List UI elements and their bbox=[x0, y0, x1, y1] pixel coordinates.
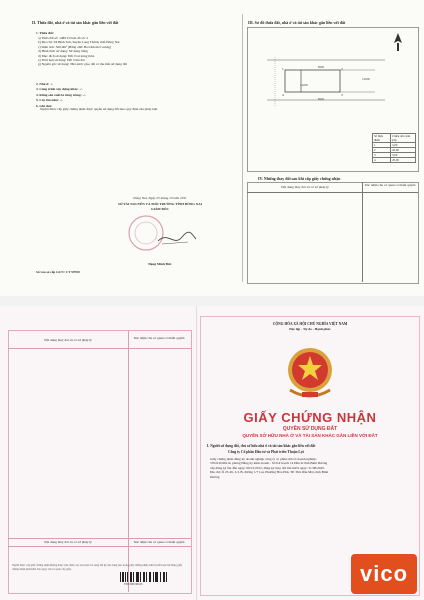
owner-heading: I. Người sử dụng đất, chủ sở hữu nhà ở và tài sản khác gắn liền với đất bbox=[207, 444, 316, 448]
signing-place-date: Đồng Nai, Ngày 25 tháng 10 năm 2011 bbox=[133, 196, 187, 200]
table-row: 2 20,00 bbox=[373, 148, 416, 153]
owner-name: Công ty Cổ phần Đầu tư và Phát triển Thuận Lợi bbox=[228, 450, 304, 454]
vicoo-logo bbox=[351, 554, 417, 594]
vicoo-logo-text: vico bbox=[359, 561, 409, 586]
certificate-back-page bbox=[0, 0, 424, 296]
barcode bbox=[120, 572, 168, 582]
table-header: Chiều dài cạnh (m) bbox=[391, 134, 416, 143]
table-row: 3 5,00 bbox=[373, 153, 416, 158]
owner-line: Giấy chứng nhận đăng ký doanh nghiệp công ty cổ phần; mã số doanh nghiệp: bbox=[210, 457, 317, 461]
table-row: 4 20,00 bbox=[373, 158, 416, 163]
issuer-org: SỞ TÀI NGUYÊN VÀ MÔI TRƯỜNG TỈNH ĐỒNG NAI bbox=[117, 202, 203, 206]
note-line: Người được cấp giấy chứng nhận được quyền sử dụng đất theo quy định của pháp luật. bbox=[40, 107, 159, 111]
land-line: c) Diện tích: 300,0m² (Bằng chữ: Ba trăm mét vuông) bbox=[38, 44, 112, 49]
land-line: b) Địa chỉ: Xã Bình Sơn, huyện Long Thành, tỉnh Đồng Nai bbox=[38, 40, 120, 45]
owner-details bbox=[210, 457, 328, 479]
republic-header: CỘNG HÒA XÃ HỘI CHỦ NGHĨA VIỆT NAM bbox=[272, 322, 348, 326]
owner-line: Địa chỉ: Ô 25-26, L.5-B, đường 1/7 Lại, Phường Hòa Phú, TP. Thủ Dầu Một, tỉnh Bình bbox=[210, 470, 329, 475]
issuer-role: GIÁM ĐỐC bbox=[151, 207, 169, 211]
land-details bbox=[38, 36, 127, 67]
table-row: 1 5,00 bbox=[373, 143, 416, 148]
changes-header-confirm: Xác nhận của cơ quan có thẩm quyền bbox=[364, 183, 416, 187]
other-items bbox=[36, 82, 86, 108]
owner-line: Dương bbox=[210, 474, 220, 479]
diagram-point: 2 bbox=[341, 67, 343, 71]
land-heading: 1. Thửa đất: bbox=[36, 31, 54, 35]
cert-number: Số vào sổ cấp GCN: CT 59700 bbox=[36, 270, 80, 274]
land-line: a) Thửa đất số: 1489 Tờ bản đồ số: 2 bbox=[38, 36, 88, 40]
land-line: e) Thời hạn sử dụng: Đất ở lâu dài bbox=[38, 58, 85, 63]
motto: Độc lập - Tự do - Hạnh phúc bbox=[289, 327, 331, 331]
diagram-point: 3 bbox=[341, 93, 343, 97]
owner-line: 3702210464 do phòng Đăng ký kinh doanh - Sở Kế hoạch và Đầu tư tỉnh Bình Dương bbox=[210, 461, 328, 466]
left-header-content: Nội dung thay đổi và cơ sở pháp lý bbox=[44, 338, 92, 342]
left-subheader-confirm: Xác nhận của cơ quan có thẩm quyền bbox=[133, 540, 185, 544]
changes-header-content: Nội dung thay đổi và cơ sở pháp lý bbox=[281, 185, 329, 189]
left-changes-frame bbox=[8, 330, 192, 594]
left-notes: Người được cấp giấy chứng nhận không được sửa chữa, tẩy xóa hoặc bổ sung bất kỳ nội dung nào trong giấy chứng nhận; khi bị mất hoặc hư hỏng giấy chứng nhận phải khai báo ngay với cơ quan cấp giấy. bbox=[12, 564, 183, 571]
land-plot-diagram bbox=[255, 52, 395, 112]
barcode-text: TNN 000 000123 bbox=[124, 583, 143, 586]
table-header: Số hiệu điểm bbox=[373, 134, 391, 143]
land-line: g) Nguồn gốc sử dụng: Nhà nước giao đất có thu tiền sử dụng đất bbox=[38, 62, 127, 67]
official-stamp-signature bbox=[118, 213, 198, 257]
diagram-label: 8.00 bbox=[318, 65, 324, 69]
diagram-label: 8,00 bbox=[318, 97, 324, 101]
national-emblem-icon bbox=[280, 342, 340, 404]
section-4-title: IV. Những thay đổi sau khi cấp giấy chứng nhận bbox=[258, 176, 341, 181]
diagram-point: 4 bbox=[282, 93, 284, 97]
land-line: đ) Mục đích sử dụng: Đất ở tại nông thôn bbox=[38, 53, 95, 58]
changes-table bbox=[247, 182, 419, 284]
signer-name: Đặng Minh Đức bbox=[148, 262, 172, 266]
owner-line: cấp đăng ký lần đầu ngày: 09/12/2012; đăng ký thay đổi lần thứ 9 ngày: 31/08/2020. bbox=[210, 465, 325, 470]
item-notes: 6. Ghi chú: bbox=[36, 103, 53, 108]
item-construction: 3. Công trình xây dựng khác: -/- bbox=[36, 87, 83, 92]
section-3-title: III. Sơ đồ thửa đất, nhà ở và tài sản khác gắn liền với đất bbox=[248, 20, 346, 25]
diagram-label: 10,00 bbox=[362, 77, 370, 81]
diagram-point: 1 bbox=[282, 67, 284, 71]
diagram-label: 10,00 bbox=[300, 83, 308, 87]
land-line: d) Hình thức sử dụng: Sử dụng riêng bbox=[38, 49, 88, 54]
item-house: 2. Nhà ở: -/- bbox=[36, 82, 54, 86]
certificate-subtitle-2: QUYỀN SỞ HỮU NHÀ Ở VÀ TÀI SẢN KHÁC GẮN LIỀN VỚI ĐẤT bbox=[242, 433, 378, 438]
section-2-title: II. Thửa đất, nhà ở và tài sản khác gắn liền với đất bbox=[32, 20, 119, 25]
certificate-title: GIẤY CHỨNG NHẬN bbox=[243, 410, 377, 425]
certificate-subtitle-1: QUYỀN SỬ DỤNG ĐẤT bbox=[282, 426, 338, 432]
left-subheader-content: Nội dung thay đổi và cơ sở pháp lý bbox=[44, 540, 92, 544]
item-forest: 4. Rừng sản xuất là rừng trồng: -/- bbox=[36, 92, 86, 97]
item-perennial: 5. Cây lâu năm: -/- bbox=[36, 98, 64, 103]
north-arrow-icon bbox=[393, 33, 403, 53]
left-header-confirm: Xác nhận của cơ quan có thẩm quyền bbox=[133, 336, 185, 340]
edge-length-table bbox=[372, 133, 416, 163]
